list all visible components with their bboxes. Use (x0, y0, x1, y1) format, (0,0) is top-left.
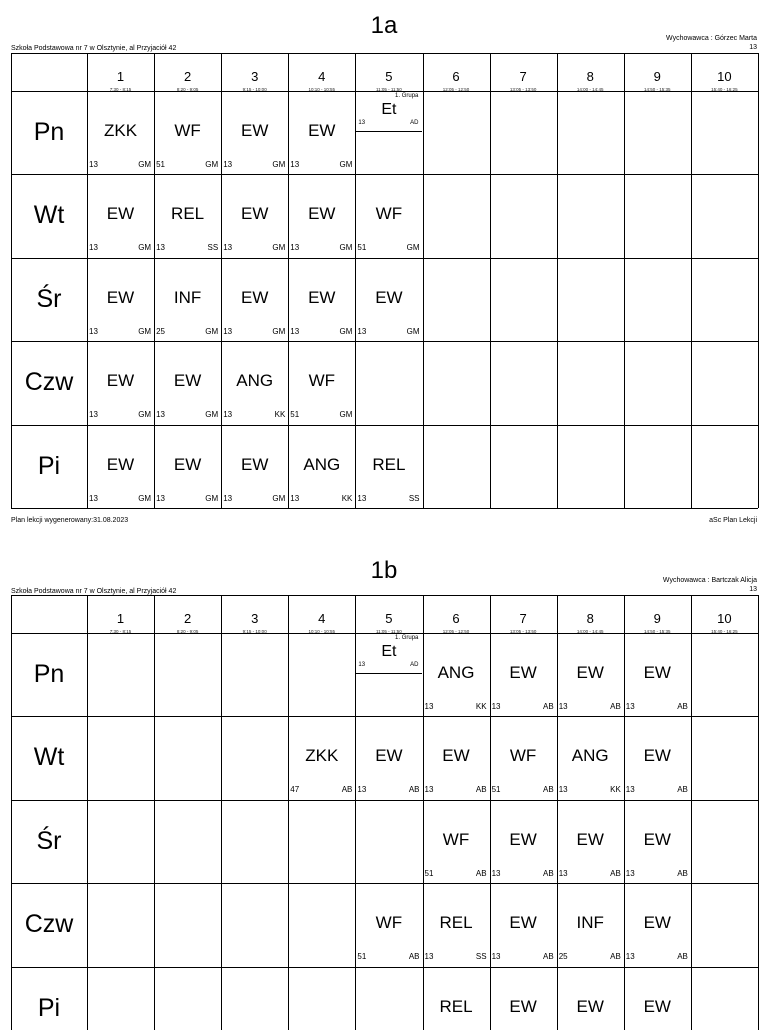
lesson-room: 13 (558, 702, 568, 711)
grid-line-vertical (691, 595, 692, 1030)
lesson-subject: EW (509, 663, 537, 682)
period-number: 2 (183, 69, 192, 84)
period-number: 8 (586, 69, 594, 84)
lesson-subject: EW (576, 996, 604, 1016)
lesson-room: 13 (625, 785, 635, 795)
day-label: Śr (36, 826, 62, 855)
period-number: 10 (717, 611, 732, 626)
lesson-room: 13 (558, 785, 568, 795)
lesson-group: 1. Grupa (395, 93, 419, 99)
lesson-room: 13 (89, 493, 98, 503)
lesson-room: 13 (290, 243, 300, 253)
period-time: 10:10 - 10:55 (308, 629, 336, 634)
lesson-subject: EW (106, 454, 135, 474)
generated-date: Plan lekcji wygenerowany:31.08.2023 (11, 517, 129, 524)
period-time: 11:05 - 11:50 (375, 629, 402, 634)
lesson-teacher: AB (610, 952, 621, 962)
lesson-room: 13 (223, 243, 233, 253)
lesson-room: 13 (424, 785, 434, 795)
class-tutor: Wychowawca : Bartczak Alicja (662, 577, 757, 584)
lesson-teacher: GM (339, 243, 353, 253)
lesson-room: 13 (357, 785, 367, 795)
period-number: 3 (251, 69, 259, 84)
lesson-subject: INF (173, 287, 202, 307)
lesson-teacher: GM (205, 160, 219, 169)
lesson-teacher: GM (406, 326, 420, 336)
lesson-teacher: GM (138, 326, 152, 336)
lesson-room: 51 (357, 952, 367, 962)
grid-line-horizontal (11, 800, 758, 801)
lesson-subject: EW (576, 829, 604, 849)
lesson-teacher: AD (410, 662, 419, 668)
period-time: 8:20 - 9:05 (176, 629, 199, 634)
lesson-room: 13 (290, 326, 300, 336)
lesson-room: 13 (89, 410, 98, 420)
period-time: 14:50 - 15:35 (644, 87, 671, 92)
grid-line-vertical (758, 53, 759, 508)
lesson-teacher: KK (341, 493, 353, 503)
period-time: 14:00 - 14:45 (576, 629, 604, 634)
period-time: 8:20 - 9:05 (176, 87, 199, 92)
lesson-teacher: GM (138, 493, 152, 503)
lesson-subject: Et (381, 643, 397, 660)
lesson-subject: EW (308, 121, 336, 140)
lesson-teacher: GM (272, 493, 286, 503)
grid-line-horizontal (11, 595, 758, 596)
grid-line-vertical (423, 595, 424, 1030)
lesson-subject: ZKK (305, 746, 339, 766)
lesson-teacher: AB (610, 868, 621, 878)
day-label: Czw (24, 368, 74, 397)
lesson-teacher: AB (475, 868, 487, 878)
lesson-subject: WF (375, 204, 403, 224)
lesson-teacher: GM (272, 326, 286, 336)
period-number: 10 (717, 69, 732, 84)
lesson-subject: EW (173, 454, 202, 474)
period-number: 1 (116, 611, 125, 626)
lesson-room: 13 (491, 952, 501, 962)
grid-line-vertical (355, 53, 356, 508)
day-label: Pi (37, 451, 61, 480)
lesson-teacher: GM (272, 160, 286, 169)
lesson-teacher: SS (207, 243, 219, 253)
lesson-subject: EW (643, 829, 671, 849)
lesson-subject: ANG (437, 663, 475, 682)
lesson-room: 25 (156, 326, 165, 336)
lesson-room: 25 (558, 952, 568, 962)
period-number: 8 (586, 611, 594, 626)
lesson-room: 13 (357, 326, 367, 336)
lesson-teacher: AB (408, 785, 420, 795)
lesson-teacher: AB (677, 702, 688, 711)
lesson-subject: REL (372, 454, 406, 474)
grid-line-vertical (490, 53, 491, 508)
period-time: 9:15 - 10:00 (242, 87, 267, 92)
lesson-subject: ANG (571, 746, 609, 766)
grid-line-vertical (624, 595, 625, 1030)
day-label: Wt (33, 743, 65, 772)
lesson-room: 13 (358, 120, 366, 126)
lesson-room: 51 (290, 410, 300, 420)
grid-line-vertical (87, 595, 88, 1030)
lesson-subject: ANG (303, 454, 341, 474)
period-time: 13:05 - 13:50 (509, 87, 537, 92)
lesson-teacher: AB (543, 702, 554, 711)
period-time: 14:00 - 14:45 (576, 87, 604, 92)
period-time: 7:30 - 8:15 (109, 87, 132, 92)
period-number: 6 (452, 69, 460, 84)
grid-line-vertical (624, 53, 625, 508)
lesson-teacher: GM (272, 243, 286, 253)
lesson-teacher: AB (677, 868, 688, 878)
lesson-room: 47 (290, 785, 300, 795)
lesson-subject: EW (375, 287, 403, 307)
period-time: 14:50 - 15:35 (644, 629, 671, 634)
lesson-teacher: GM (138, 160, 152, 169)
lesson-subject: EW (106, 371, 135, 391)
period-number: 4 (318, 611, 326, 626)
lesson-room: 13 (290, 160, 300, 169)
period-number: 4 (318, 69, 326, 84)
class-title: 1b (370, 557, 398, 584)
day-label: Pn (33, 118, 65, 146)
lesson-room: 13 (625, 952, 635, 962)
group-divider (355, 673, 422, 674)
lesson-room: 13 (89, 243, 98, 253)
group-divider (355, 131, 422, 132)
lesson-room: 13 (89, 326, 98, 336)
grid-line-vertical (423, 53, 424, 508)
lesson-room: 51 (491, 785, 501, 795)
lesson-teacher: AB (677, 785, 688, 795)
lesson-room: 13 (156, 410, 165, 420)
lesson-teacher: AB (543, 952, 554, 962)
lesson-subject: REL (171, 204, 205, 224)
lesson-subject: WF (174, 121, 201, 140)
period-number: 7 (519, 69, 527, 84)
period-number: 3 (251, 611, 259, 626)
period-number: 5 (385, 611, 393, 626)
lesson-subject: REL (439, 913, 473, 933)
lesson-room: 13 (358, 662, 366, 668)
grid-line-vertical (691, 53, 692, 508)
period-number: 9 (653, 69, 661, 84)
tutor-room: 13 (749, 586, 757, 593)
lesson-room: 13 (223, 493, 233, 503)
lesson-subject: EW (240, 121, 269, 140)
lesson-room: 13 (424, 702, 434, 711)
lesson-subject: EW (240, 204, 269, 224)
lesson-teacher: AB (543, 785, 554, 795)
app-credit: aSc Plan Lekcji (709, 517, 757, 524)
lesson-subject: ZKK (103, 121, 138, 140)
period-number: 9 (653, 611, 661, 626)
lesson-subject: EW (643, 746, 671, 766)
grid-line-horizontal (11, 508, 758, 509)
grid-line-vertical (154, 595, 155, 1030)
lesson-subject: EW (643, 913, 671, 933)
period-time: 12:05 - 12:50 (442, 629, 470, 634)
lesson-subject: EW (106, 287, 135, 307)
lesson-room: 13 (156, 493, 165, 503)
day-label: Czw (24, 910, 74, 939)
tutor-room: 13 (749, 44, 757, 51)
lesson-room: 13 (223, 410, 233, 420)
lesson-subject: EW (240, 287, 269, 307)
lesson-subject: WF (509, 746, 537, 766)
period-time: 15:40 - 16:25 (711, 87, 738, 92)
lesson-room: 51 (357, 243, 367, 253)
lesson-room: 13 (290, 493, 300, 503)
period-number: 5 (385, 69, 393, 84)
grid-line-horizontal (11, 258, 758, 259)
lesson-room: 13 (625, 868, 635, 878)
lesson-room: 13 (89, 160, 98, 169)
grid-line-vertical (490, 595, 491, 1030)
lesson-room: 51 (424, 868, 434, 878)
lesson-subject: EW (509, 996, 537, 1016)
lesson-teacher: AB (543, 868, 554, 878)
lesson-subject: EW (375, 746, 403, 766)
day-label: Śr (36, 284, 62, 313)
lesson-teacher: GM (406, 243, 420, 253)
period-time: 9:15 - 10:00 (242, 629, 267, 634)
period-number: 2 (183, 611, 192, 626)
grid-line-vertical (758, 595, 759, 1030)
lesson-teacher: GM (205, 493, 219, 503)
lesson-teacher: GM (339, 410, 353, 420)
lesson-teacher: AB (677, 952, 688, 962)
lesson-subject: WF (442, 829, 470, 849)
class-title: 1a (370, 12, 398, 39)
lesson-room: 13 (491, 702, 501, 711)
lesson-teacher: GM (339, 160, 353, 169)
lesson-room: 13 (223, 160, 233, 169)
lesson-subject: EW (173, 371, 202, 391)
lesson-room: 13 (357, 493, 367, 503)
lesson-teacher: GM (339, 326, 353, 336)
lesson-subject: ANG (236, 371, 274, 391)
lesson-subject: EW (308, 287, 336, 307)
lesson-subject: EW (308, 204, 336, 224)
lesson-teacher: GM (138, 243, 152, 253)
lesson-subject: EW (509, 829, 537, 849)
period-number: 6 (452, 611, 460, 626)
lesson-teacher: KK (610, 785, 621, 795)
grid-line-horizontal (11, 967, 758, 968)
grid-line-horizontal (11, 174, 758, 175)
lesson-group: 1. Grupa (395, 635, 419, 641)
period-time: 11:05 - 11:50 (375, 87, 402, 92)
grid-line-vertical (557, 53, 558, 508)
lesson-teacher: AB (341, 785, 353, 795)
lesson-subject: WF (308, 371, 336, 391)
lesson-teacher: GM (205, 326, 219, 336)
lesson-room: 13 (424, 952, 434, 962)
lesson-subject: EW (442, 746, 470, 766)
period-time: 12:05 - 12:50 (442, 87, 470, 92)
period-time: 7:30 - 8:15 (109, 629, 132, 634)
lesson-teacher: GM (205, 410, 219, 420)
period-number: 1 (116, 69, 125, 84)
period-time: 15:40 - 16:25 (711, 629, 738, 634)
grid-line-horizontal (11, 716, 758, 717)
grid-line-vertical (221, 595, 222, 1030)
lesson-subject: EW (240, 454, 269, 474)
lesson-subject: WF (375, 913, 403, 933)
lesson-teacher: SS (475, 952, 487, 962)
lesson-room: 13 (491, 868, 501, 878)
lesson-teacher: GM (138, 410, 152, 420)
lesson-subject: INF (576, 913, 604, 933)
lesson-subject: REL (439, 996, 473, 1016)
lesson-room: 13 (223, 326, 233, 336)
lesson-room: 13 (156, 243, 165, 253)
lesson-teacher: AB (610, 702, 621, 711)
lesson-teacher: AD (410, 120, 419, 126)
grid-line-horizontal (11, 883, 758, 884)
lesson-teacher: KK (274, 410, 286, 420)
lesson-teacher: SS (408, 493, 420, 503)
period-time: 13:05 - 13:50 (509, 629, 537, 634)
lesson-room: 13 (558, 868, 568, 878)
grid-line-vertical (288, 595, 289, 1030)
lesson-subject: EW (576, 663, 604, 682)
lesson-subject: EW (509, 913, 537, 933)
school-name: Szkoła Podstawowa nr 7 w Olsztynie, al Przyjaciół 42 (11, 588, 177, 595)
period-time: 10:10 - 10:55 (308, 87, 336, 92)
class-tutor: Wychowawca : Górzec Marta (666, 35, 757, 42)
grid-line-horizontal (11, 53, 758, 54)
lesson-subject: EW (106, 204, 135, 224)
lesson-room: 51 (156, 160, 165, 169)
period-number: 7 (519, 611, 527, 626)
day-label: Pi (37, 993, 61, 1022)
lesson-teacher: AB (475, 785, 487, 795)
school-name: Szkoła Podstawowa nr 7 w Olsztynie, al Przyjaciół 42 (11, 45, 177, 52)
day-label: Wt (33, 201, 65, 230)
lesson-subject: EW (643, 663, 671, 682)
lesson-room: 13 (625, 702, 635, 711)
lesson-teacher: AB (408, 952, 420, 962)
grid-line-vertical (557, 595, 558, 1030)
grid-line-horizontal (11, 341, 758, 342)
grid-line-horizontal (11, 425, 758, 426)
lesson-subject: EW (643, 996, 671, 1016)
lesson-subject: Et (381, 101, 397, 118)
lesson-teacher: KK (475, 702, 487, 711)
day-label: Pn (33, 660, 65, 688)
